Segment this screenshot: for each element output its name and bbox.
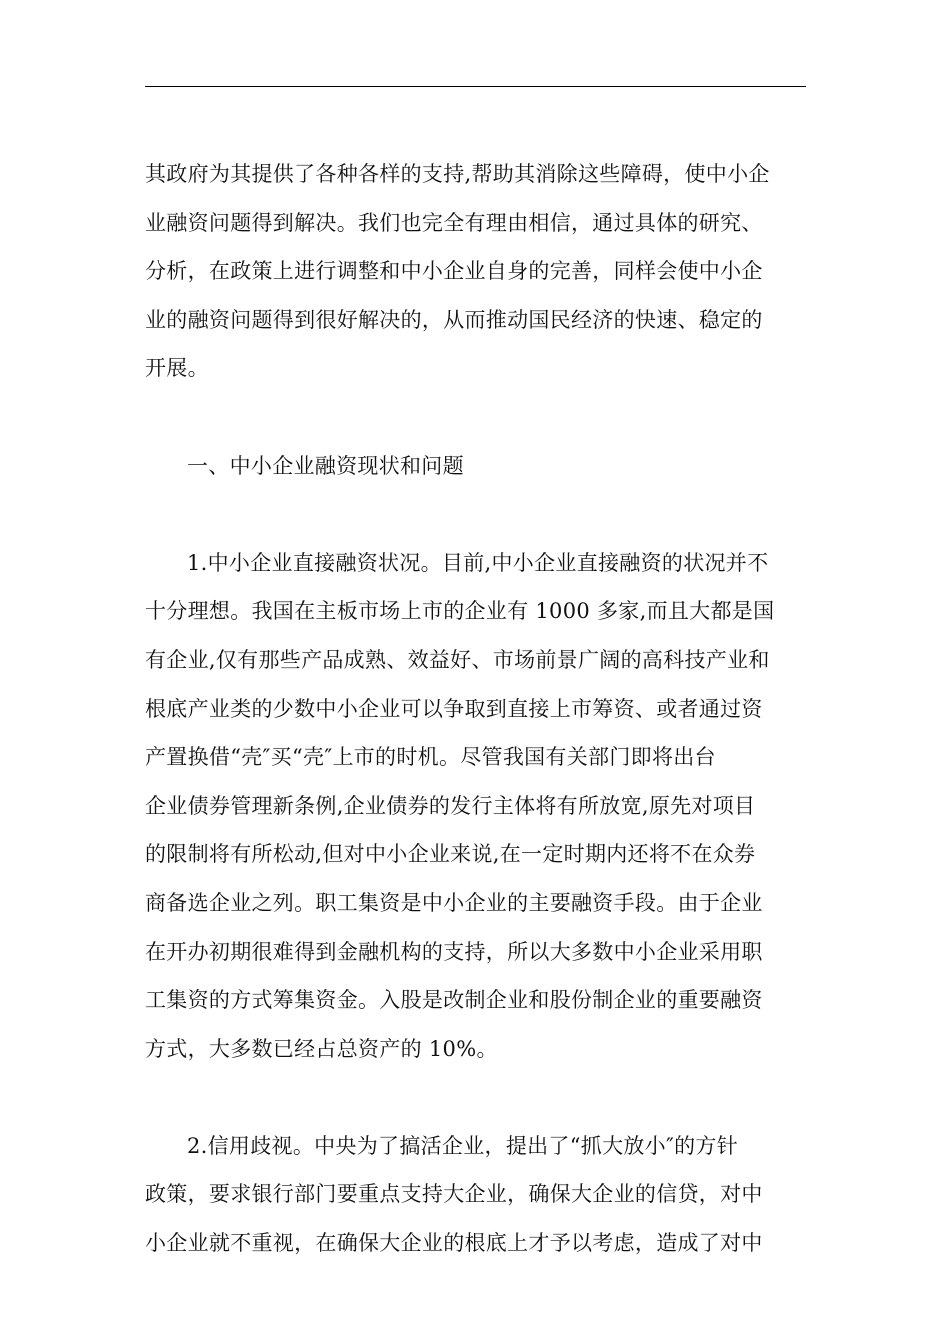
text-line: 业融资问题得到解决。我们也完全有理由相信，通过具体的研究、 [145,210,763,235]
text-line: 开展。 [145,356,209,381]
text-line: 根底产业类的少数中小企业可以争取到直接上市筹资、或者通过资 [145,696,763,721]
text-line: 产置换借“壳″买“壳″上市的时机。尽管我国有关部门即将出台 [145,745,716,770]
paragraph-credit-discrimination [145,1122,806,1268]
paragraph-gap [145,490,806,539]
text-line: 小企业就不重视，在确保大企业的根底上才予以考虑，造成了对中 [145,1231,763,1256]
text-line: 有企业,仅有那些产品成熟、效益好、市场前景广阔的高科技产业和 [145,647,770,672]
text-line: 其政府为其提供了各种各样的支持,帮助其消除这些障碍，使中小企 [145,162,770,186]
text-line: 商备选企业之列。职工集资是中小企业的主要融资手段。由于企业 [145,890,763,915]
document-body [145,150,806,1268]
heading-line: 一、中小企业融资现状和问题 [187,453,464,478]
text-line: 1.中小企业直接融资状况。目前,中小企业直接融资的状况并不 [187,550,769,575]
text-line: 在开办初期很难得到金融机构的支持，所以大多数中小企业采用职 [145,939,763,964]
header-rule [145,86,806,87]
paragraph-intro [145,150,806,393]
text-line: 的限制将有所松动,但对中小企业来说,在一定时期内还将不在众券 [145,842,756,867]
text-line: 工集资的方式筹集资金。入股是改制企业和股份制企业的重要融资 [145,988,763,1013]
text-line: 十分理想。我国在主板市场上市的企业有 1000 多家,而且大都是国 [145,599,775,624]
text-line: 2.信用歧视。中央为了搞活企业，提出了“抓大放小″的方针 [187,1133,739,1158]
text-line: 企业债券管理新条例,企业债券的发行主体将有所放宽,原先对项目 [145,793,756,818]
section-heading [145,442,806,491]
paragraph-direct-financing [145,539,806,1074]
text-line: 政策，要求银行部门要重点支持大企业，确保大企业的信贷，对中 [145,1182,763,1207]
paragraph-gap [145,1073,806,1122]
text-line: 方式，大多数已经占总资产的 10%。 [145,1036,498,1061]
text-line: 业的融资问题得到很好解决的，从而推动国民经济的快速、稳定的 [145,307,763,332]
paragraph-gap [145,393,806,442]
text-line: 分析，在政策上进行调整和中小企业自身的完善，同样会使中小企 [145,259,763,284]
